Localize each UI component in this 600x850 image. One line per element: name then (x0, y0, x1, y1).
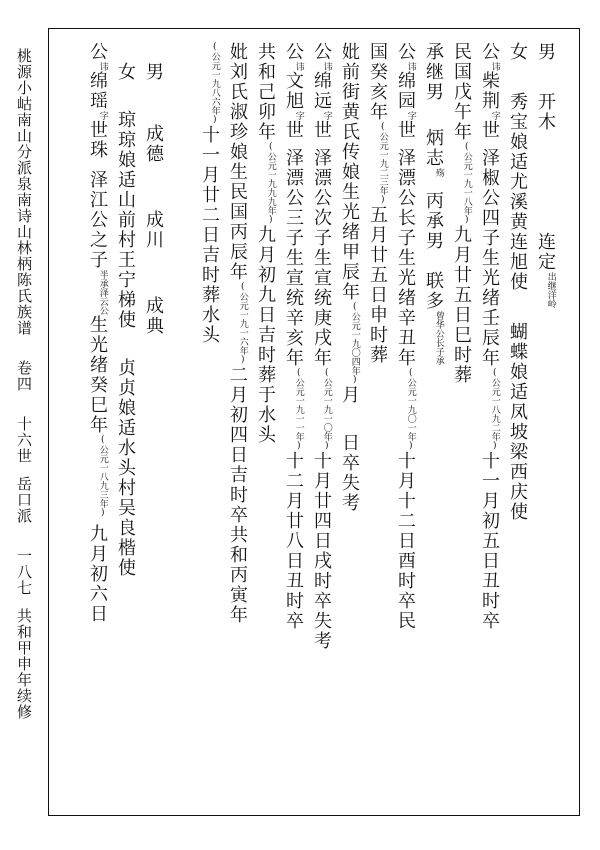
col3-shi: 世 (479, 120, 500, 140)
col16-text-2: 生光绪癸巳年 (87, 315, 108, 435)
col1-name-2: 连定 (535, 232, 556, 272)
col1-note: 出继洋岭 (545, 272, 556, 308)
col3-year-note: (公元一八九二年) (489, 368, 500, 451)
col9-name: 绵远 (311, 71, 332, 111)
col14-son-label: 男 (143, 62, 164, 82)
col15-daughter-1: 琼琼娘适山前村王宁梯使 (115, 110, 136, 330)
col6-shi: 世 (395, 120, 416, 140)
text-column-11 (256, 42, 275, 445)
col12-year-note: (公元一九一六年) (237, 282, 248, 365)
col14-son-2: 成川 (143, 210, 164, 250)
col9-gong: 公 (311, 42, 332, 62)
col6-year-note: (公元一九〇一年) (405, 368, 416, 451)
col10-gong: 公 (283, 42, 304, 62)
col6-gong: 公 (395, 42, 416, 62)
col13-year-note: (公元一九八六年) (209, 42, 220, 125)
col4-text-2: 九月廿五日巳时葬 (451, 225, 472, 385)
col6-hui: 讳 (405, 62, 416, 71)
col11-year-note: (公元一九九九年) (265, 142, 276, 225)
col4-text: 民国戊午年 (451, 42, 472, 142)
col16-hui: 讳 (97, 62, 108, 71)
edition-label: 共和甲申年续修 (15, 608, 33, 720)
col6-name: 绵园 (395, 71, 416, 111)
col3-text: 泽椒公四子生光绪壬辰年 (479, 148, 500, 368)
col2-daughter-label: 女 (507, 42, 528, 62)
col12-text: 妣刘氏淑珍娘生民国丙辰年 (227, 42, 248, 282)
col3-hui: 讳 (489, 62, 500, 71)
col10-year-note: (公元一九一一年) (293, 368, 304, 451)
col8-text-2: 日卒失考 (339, 433, 360, 513)
text-column-14 (144, 62, 162, 336)
col10-name: 文旭 (283, 71, 304, 111)
col15-daughter-label: 女 (115, 62, 136, 82)
text-column-9 (312, 42, 331, 651)
col16-courtesy-name: 世珠 (87, 120, 108, 160)
col3-zi: 字 (489, 111, 500, 120)
col16-text-3: 九月初六日 (87, 524, 108, 624)
col7-text: 国癸亥年 (367, 42, 388, 122)
col9-zi: 字 (321, 111, 332, 120)
col9-text-2: 十月廿四日戌时卒失考 (311, 451, 332, 651)
col1-son-label: 男 (535, 42, 556, 62)
col12-text-2: 二月初四日吉时卒共和丙寅年 (227, 365, 248, 625)
col8-year-note: (公元一九〇四年) (349, 302, 360, 385)
text-column-13 (200, 42, 219, 345)
col5-note: 殇 (433, 168, 444, 177)
col1-name-1: 开木 (535, 92, 556, 132)
generation-label: 十六世 (15, 416, 33, 464)
col10-hui: 讳 (293, 62, 304, 71)
col5-heir-name: 炳志 (423, 128, 444, 168)
col16-name: 绵瑶 (87, 71, 108, 111)
text-column-8 (340, 42, 359, 513)
col11-text: 共和己卯年 (255, 42, 276, 142)
col5-heir-name-2: 联多 (423, 271, 444, 311)
branch-label: 岳口派 (15, 476, 33, 524)
col16-zi: 字 (97, 111, 108, 120)
volume-label: 卷四 (15, 360, 33, 392)
text-column-12 (228, 42, 247, 625)
col9-hui: 讳 (321, 62, 332, 71)
col2-daughter-2: 蝴蝶娘适凤坡梁西庆使 (507, 322, 528, 522)
col10-text-2: 十二月廿八日丑时卒 (283, 451, 304, 631)
text-column-3 (480, 42, 499, 631)
col8-text: 妣前街黄氏传娘生光绪甲辰年 (339, 42, 360, 302)
col8-month: 月 (339, 385, 360, 405)
col7-text-2: 五月廿五日申时葬 (367, 205, 388, 365)
col3-text-2: 十一月初五日丑时卒 (479, 451, 500, 631)
col9-shi: 世 (311, 120, 332, 140)
col13-text: 十一月廿二日吉时葬水头 (199, 125, 220, 345)
col10-text: 泽漂公三子生宣统辛亥年 (283, 148, 304, 368)
text-column-10 (284, 42, 303, 631)
text-column-1 (536, 42, 555, 308)
text-column-4 (452, 42, 471, 385)
col7-year-note: (公元一九二三年) (377, 122, 388, 205)
col3-gong: 公 (479, 42, 500, 62)
text-column-7 (368, 42, 387, 365)
col16-note: 半承泽云公 (97, 270, 108, 315)
col16-gong: 公 (87, 42, 108, 62)
col6-text-2: 十月十二日酉时卒民 (395, 451, 416, 631)
col6-zi: 字 (405, 111, 416, 120)
col14-son-3: 成典 (143, 296, 164, 336)
col9-year-note: (公元一九一〇年) (321, 368, 332, 451)
text-column-2 (508, 42, 526, 522)
side-margin (16, 48, 31, 720)
text-column-16 (88, 42, 107, 624)
text-column-5 (424, 42, 443, 365)
col10-shi: 世 (283, 120, 304, 140)
col16-text: 泽江公之子 (87, 170, 108, 270)
col2-daughter-1: 秀宝娘适尤溪黄连旭使 (507, 92, 528, 292)
col9-text: 泽漂公次子生宣统庚戌年 (311, 148, 332, 368)
col15-daughter-2: 贞贞娘适水头村吴良楷使 (115, 358, 136, 578)
text-column-6 (396, 42, 415, 631)
col5-heir-label-2: 丙承男 (423, 191, 444, 251)
col10-zi: 字 (293, 111, 304, 120)
book-title: 桃源小岵南山分派泉南诗山林柄陈氏族谱 (15, 48, 33, 336)
col16-year-note: (公元一八九三年) (97, 435, 108, 518)
text-column-15 (116, 62, 134, 578)
col5-heir-label: 承继男 (423, 42, 444, 102)
col4-year-note: (公元一九一八年) (461, 142, 472, 225)
col6-text: 泽漂公长子生光绪辛丑年 (395, 148, 416, 368)
col5-note-2: 曾华公长子承 (433, 311, 444, 365)
page-number: 一八七 (15, 548, 33, 596)
col11-text-2: 九月初九日吉时葬于水头 (255, 225, 276, 445)
col14-son-1: 成德 (143, 124, 164, 164)
col3-name: 柴荆 (479, 71, 500, 111)
